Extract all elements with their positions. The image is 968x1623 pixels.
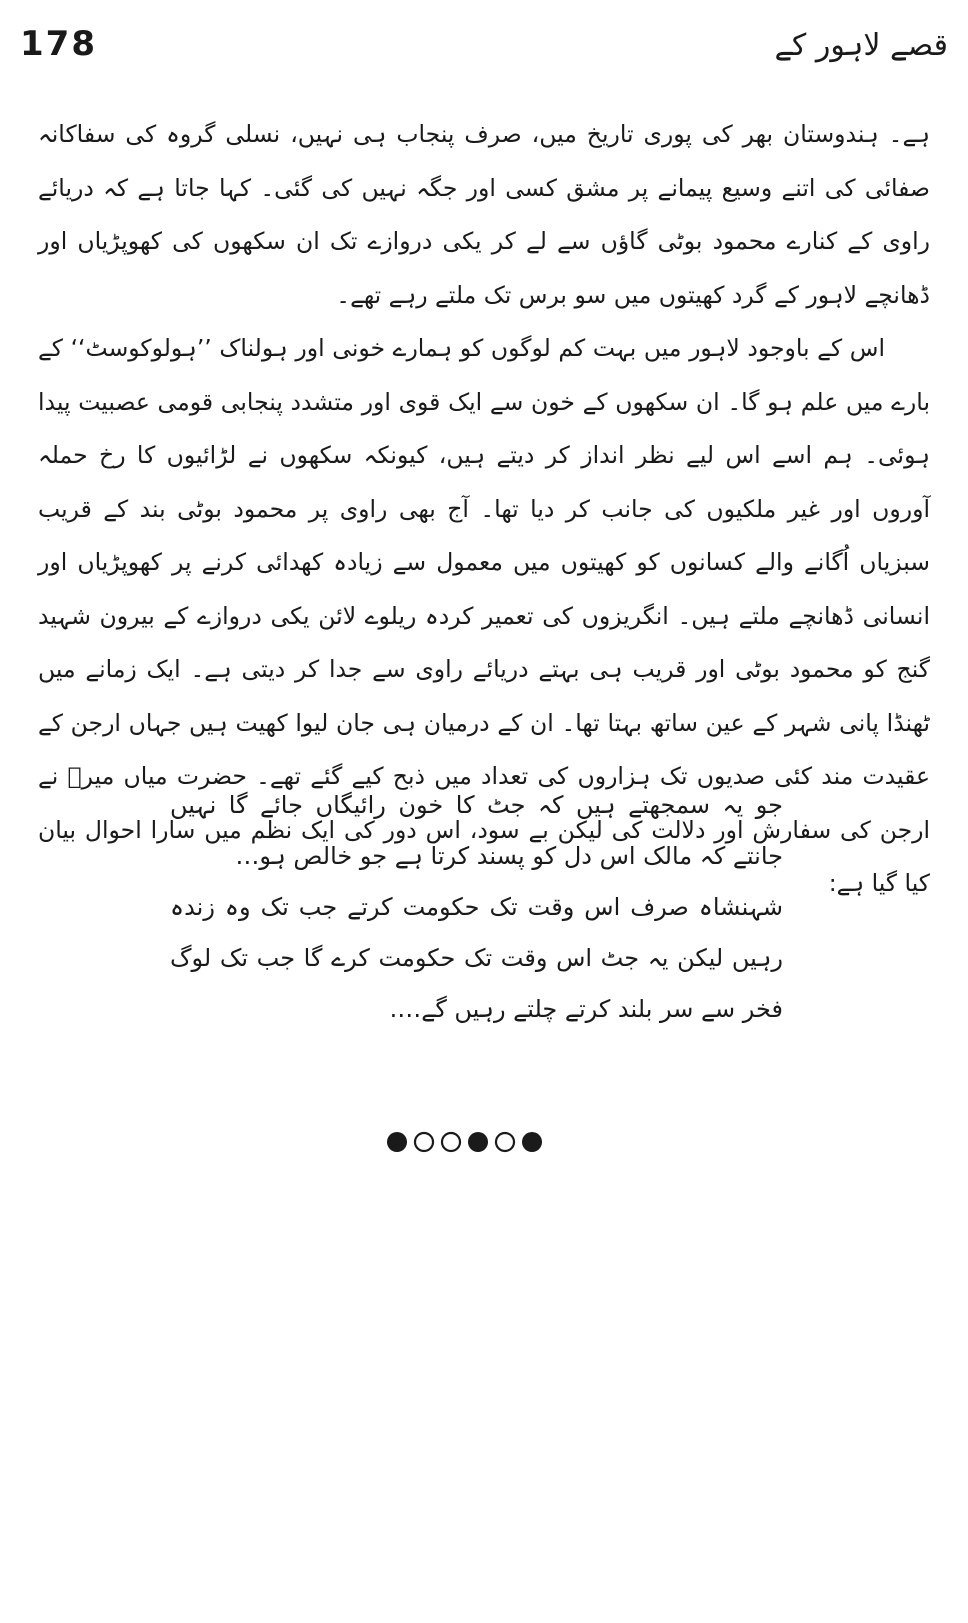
verse-line-1: جو یہ سمجھتے ہیں کہ جٹ کا خون رائیگاں جائے گا نہیں جانتے کہ مالک اس دل کو پسند کرتا ہے جو خالص ہو…: [170, 791, 783, 870]
page-number: 178: [20, 24, 97, 64]
running-title: قصے لاہور کے: [774, 28, 948, 63]
section-end-ornament: [384, 1128, 564, 1156]
hollow-dot-icon: [496, 1133, 514, 1151]
dot-ornament-icon: [384, 1128, 564, 1156]
paragraph-2: اس کے باوجود لاہور میں بہت کم لوگوں کو ہمارے خونی اور ہولناک ’’ہولوکوسٹ‘‘ کے بارے میں علم ہو گا۔ ان سکھوں کے خون سے ایک قوی اور متشدد پنجابی قومی عصبیت پیدا ہوئی۔ ہم اسے اس لیے نظر انداز کر دیتے ہیں، کیونکہ سکھوں نے لڑائیوں کا رخ حملہ آوروں اور غیر ملکیوں کی جانب کر دیا تھا۔ آج بھی راوی پر محمود بوٹی بند کے قریب سبزیاں اُگانے والے کسانوں کو کھیتوں میں معمول سے زیادہ کھدائی کرنے پر کھوپڑیاں اور انسانی ڈھانچے ملتے ہیں۔ انگریزوں کی تعمیر کردہ ریلوے لائن یکی دروازے کے بیرون شہید گنج کو محمود بوٹی اور قریب ہی بہتے دریائے راوی سے جدا کر دیتی ہے۔ ایک زمانے میں ٹھنڈا پانی شہر کے عین ساتھ بہتا تھا۔ ان کے درمیان ہی جان لیوا کھیت ہیں جہاں ارجن کے عقیدت مند کئی صدیوں تک ہزاروں کی تعداد میں ذبح کیے گئے تھے۔ حضرت میاں میرؒ نے ارجن کی سفارش اور دلالت کی لیکن بے سود، اس دور کی ایک نظم میں سارا احوال بیان کیا گیا ہے:: [38, 334, 930, 897]
filled-dot-icon: [387, 1132, 407, 1152]
hollow-dot-icon: [415, 1133, 433, 1151]
hollow-dot-icon: [442, 1133, 460, 1151]
verse-line-2: شہنشاہ صرف اس وقت تک حکومت کرتے جب تک وہ زندہ رہیں لیکن یہ جٹ اس وقت تک حکومت کرے گا جب تک لوگ فخر سے سر بلند کرتے چلتے رہیں گے….: [170, 893, 783, 1023]
filled-dot-icon: [522, 1132, 542, 1152]
filled-dot-icon: [468, 1132, 488, 1152]
verse-quote: [170, 780, 783, 1035]
page-header: [20, 18, 948, 78]
paragraph-1: ہے۔ ہندوستان بھر کی پوری تاریخ میں، صرف پنجاب ہی نہیں، نسلی گروہ کی سفاکانہ صفائی کی اتنے وسیع پیمانے پر مشق کسی اور جگہ نہیں کی گئی۔ کہا جاتا ہے کہ دریائے راوی کے کنارے محمود بوٹی گاؤں سے لے کر یکی دروازے تک ان سکھوں کی کھوپڑیاں اور ڈھانچے لاہور کے گرد کھیتوں میں سو برس تک ملتے رہے تھے۔: [38, 120, 930, 309]
